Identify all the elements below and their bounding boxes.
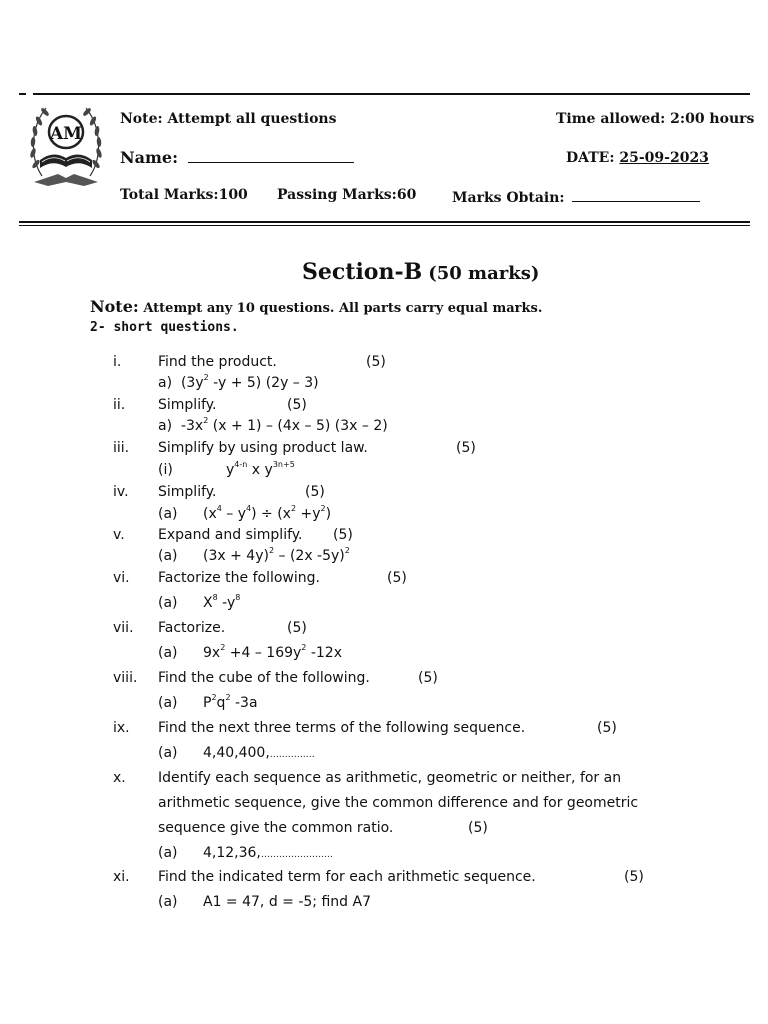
question-marks: (5) [305, 484, 325, 500]
question-number: ii. [113, 397, 126, 413]
date-line [566, 150, 709, 166]
corner-tick [19, 93, 26, 95]
question-part-label: (a) [158, 695, 178, 711]
section-title: Section-B [302, 259, 423, 285]
question-number: i. [113, 354, 122, 370]
question-text: Find the indicated term for each arithmetic sequence. [158, 869, 536, 885]
question-part: $P^2q^2$ -3a [203, 693, 258, 711]
section-marks: (50 marks) [428, 263, 540, 284]
question-text: Find the cube of the following. [158, 670, 370, 686]
time-allowed: Time allowed: 2:00 hours [556, 111, 755, 127]
question-text: Factorize. [158, 620, 226, 636]
question-part: a) $-3x^2$ (x + 1) – (4x – 5) (3x – 2) [158, 416, 388, 434]
question-text-line: sequence give the common ratio. [158, 820, 394, 836]
school-logo [28, 98, 104, 190]
question-marks: (5) [287, 620, 307, 636]
header-bottom-rule [19, 221, 750, 223]
question-marks: (5) [333, 527, 353, 543]
question-part-label: (a) [158, 645, 178, 661]
question-number: v. [113, 527, 125, 543]
name-field[interactable] [120, 148, 354, 167]
question-text: Simplify by using product law. [158, 440, 368, 456]
question-marks: (5) [624, 869, 644, 885]
question-part: $(x^4 - y^4) \div (x^2 +y^2)$ [203, 504, 332, 522]
question-part-label: (a) [158, 745, 178, 761]
question-number: viii. [113, 670, 138, 686]
question-part: a) ($3y^2$ -y + 5) (2y – 3) [158, 373, 319, 391]
question-part-label: (a) [158, 845, 178, 861]
date-label: DATE: [566, 150, 615, 166]
marks-obtain-blank[interactable] [572, 187, 700, 202]
question-number: vi. [113, 570, 130, 586]
question-number: xi. [113, 869, 130, 885]
name-label: Name: [120, 148, 179, 167]
section-note-text: Attempt any 10 questions. All parts carry equal marks. [143, 301, 543, 316]
question-part: 4,12,36,…………………… [203, 845, 333, 861]
section-heading [302, 259, 539, 285]
question-marks: (5) [287, 397, 307, 413]
question-part-label: (a) [158, 894, 178, 910]
question-text: Simplify. [158, 484, 217, 500]
question-text: Simplify. [158, 397, 217, 413]
name-blank[interactable] [188, 148, 354, 163]
logo-letters: AM [49, 124, 83, 144]
header-bottom-rule-thin [19, 225, 750, 226]
date-value: 25-09-2023 [619, 150, 709, 166]
passing-marks: Passing Marks:60 [277, 187, 417, 203]
question-number: ix. [113, 720, 130, 736]
header-note: Note: Attempt all questions [120, 111, 337, 127]
question-marks: (5) [418, 670, 438, 686]
question-part: A1 = 47, d = -5; find A7 [203, 894, 371, 910]
question-text: Factorize the following. [158, 570, 320, 586]
question-text: Find the next three terms of the following sequence. [158, 720, 526, 736]
question-part-label: (i) [158, 462, 173, 478]
question-marks: (5) [387, 570, 407, 586]
question-number: iv. [113, 484, 129, 500]
question-marks: (5) [366, 354, 386, 370]
question-part: $y^{4-n}$ x $y^{3n+5}$ [226, 460, 295, 478]
section-subheading: 2- short questions. [90, 320, 239, 335]
question-text: Expand and simplify. [158, 527, 303, 543]
question-number: vii. [113, 620, 134, 636]
laurel-book-logo-icon [28, 98, 104, 190]
question-part-label: (a) [158, 548, 178, 564]
total-marks: Total Marks:100 [120, 187, 248, 203]
header-top-rule [33, 93, 750, 95]
question-marks: (5) [468, 820, 488, 836]
section-note [90, 297, 542, 316]
marks-obtain-label: Marks Obtain: [452, 190, 565, 206]
question-part: $9x^2 +4 - 169y^2$ -12x [203, 643, 342, 661]
question-text-line: Identify each sequence as arithmetic, geometric or neither, for an [158, 770, 622, 786]
question-number: x. [113, 770, 126, 786]
question-part: 4,40,400,…………… [203, 745, 315, 761]
question-part: $(3x + 4y)^2 - (2x$ -5y)$^2$ [203, 546, 350, 564]
question-marks: (5) [456, 440, 476, 456]
question-text: Find the product. [158, 354, 277, 370]
question-text-line: arithmetic sequence, give the common difference and for geometric [158, 795, 639, 811]
question-part: $X^8$ $-y^8$ [203, 593, 241, 611]
section-note-label: Note: [90, 297, 139, 316]
question-marks: (5) [597, 720, 617, 736]
marks-obtain-field[interactable] [452, 187, 700, 206]
question-number: iii. [113, 440, 130, 456]
question-part-label: (a) [158, 595, 178, 611]
question-part-label: (a) [158, 506, 178, 522]
